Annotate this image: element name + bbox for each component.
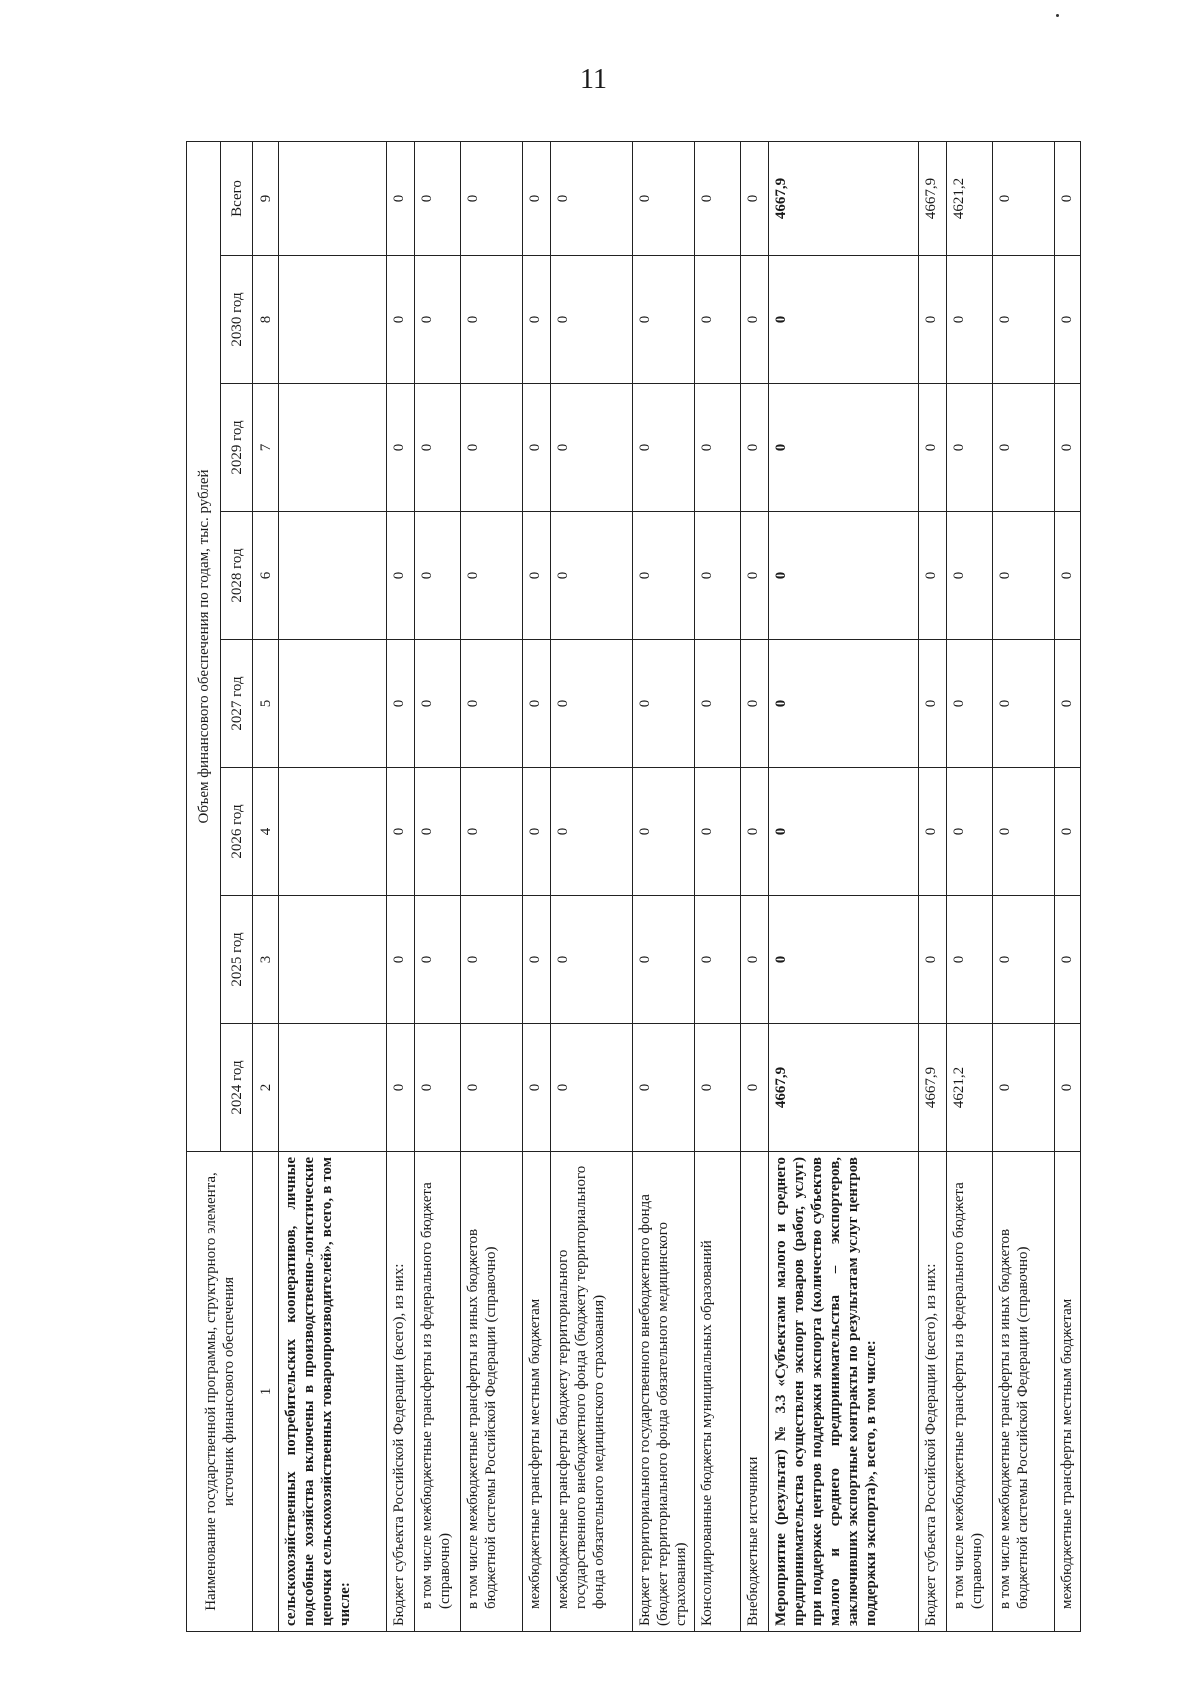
row-value: 0 [769,640,919,768]
row-value: 0 [633,1024,695,1152]
row-value: 0 [551,896,633,1024]
row-value: 0 [461,1024,523,1152]
column-number: 7 [253,384,279,512]
row-value [279,512,387,640]
row-value: 0 [769,256,919,384]
row-value: 0 [769,512,919,640]
row-value: 4667,9 [769,141,919,255]
row-value: 0 [461,896,523,1024]
table-row [279,141,387,1631]
row-value: 0 [769,768,919,896]
row-value: 0 [919,512,947,640]
row-value: 0 [415,141,461,255]
row-value: 0 [387,256,415,384]
row-name: межбюджетные трансферты бюджету территориального государственного внебюджетного фонда (бюджету территориального фонда обязательного медицинского страхования) [551,1152,633,1632]
row-value: 0 [993,768,1055,896]
row-value: 0 [695,256,741,384]
row-value: 0 [523,1024,551,1152]
row-value [279,768,387,896]
row-name: Бюджет субъекта Российской Федерации (всего), из них: [919,1152,947,1632]
row-value: 0 [633,512,695,640]
row-value: 0 [947,512,993,640]
table-row [633,141,695,1631]
row-value: 0 [919,384,947,512]
row-value [279,1024,387,1152]
row-name: Бюджет территориального государственного внебюджетного фонда (бюджет территориального фонда обязательного медицинского страхования) [633,1152,695,1632]
row-value [279,896,387,1024]
row-value: 0 [919,256,947,384]
row-value: 0 [415,1024,461,1152]
table-row [415,141,461,1631]
row-value: 0 [919,896,947,1024]
row-value: 0 [633,640,695,768]
row-value: 0 [523,512,551,640]
row-value: 0 [919,768,947,896]
row-value: 0 [769,384,919,512]
row-name: в том числе межбюджетные трансферты из федерального бюджета (справочно) [415,1152,461,1632]
row-value: 0 [523,896,551,1024]
row-value: 0 [695,512,741,640]
row-value: 4621,2 [947,141,993,255]
row-value: 0 [633,256,695,384]
column-number: 2 [253,1024,279,1152]
table-row [387,141,415,1631]
rotated-table-container [186,142,1075,1632]
row-value: 0 [523,384,551,512]
row-value: 0 [461,256,523,384]
page-number: 11 [580,64,607,95]
row-value: 0 [695,384,741,512]
header-year: 2024 год [221,1024,253,1152]
table-row [461,141,523,1631]
row-value: 4667,9 [769,1024,919,1152]
row-value: 0 [461,640,523,768]
row-value: 0 [387,512,415,640]
row-name: в том числе межбюджетные трансферты из федерального бюджета (справочно) [947,1152,993,1632]
row-value: 0 [947,896,993,1024]
row-value: 0 [993,640,1055,768]
row-value: 0 [523,141,551,255]
row-value: 0 [523,768,551,896]
row-value: 0 [993,1024,1055,1152]
column-number: 1 [253,1152,279,1632]
table-row [769,141,919,1631]
row-value: 0 [387,896,415,1024]
row-value: 0 [993,896,1055,1024]
row-value: 0 [741,768,769,896]
row-value: 0 [1055,512,1081,640]
row-value: 0 [633,768,695,896]
row-value: 0 [461,768,523,896]
row-value: 0 [695,141,741,255]
row-value: 0 [1055,640,1081,768]
row-value: 0 [551,256,633,384]
column-number: 5 [253,640,279,768]
table-row [993,141,1055,1631]
column-number: 4 [253,768,279,896]
row-value: 0 [1055,896,1081,1024]
column-number: 8 [253,256,279,384]
row-value: 0 [415,640,461,768]
row-value: 0 [947,768,993,896]
row-value: 0 [461,384,523,512]
row-value: 0 [633,141,695,255]
row-value: 0 [523,256,551,384]
header-year: 2028 год [221,512,253,640]
header-name: Наименование государственной программы, структурного элемента, источник финансового обеспечения [187,1152,253,1632]
row-name: Мероприятие (результат) № 3.3 «Субъектами малого и среднего предпринимательства осуществлен экспорт товаров (работ, услуг) при поддержке центров поддержки экспорта (количество субъектов малого и среднего предпринимательства – экспортеров, заключивших экспортные контракты по результатам услуг центров поддержки экспорта)», всего, в том числе: [769,1152,919,1632]
row-name: сельскохозяйственных потребительских кооперативов, личные подсобные хозяйства включены в производственно-логистические цепочки сельскохозяйственных товаропроизводителей», всего, в том числе: [279,1152,387,1632]
financing-table [186,141,1081,1632]
row-value: 0 [741,1024,769,1152]
row-value: 0 [947,256,993,384]
row-value: 0 [1055,384,1081,512]
row-value: 0 [993,384,1055,512]
row-value: 0 [523,640,551,768]
row-value: 0 [415,896,461,1024]
row-value: 0 [387,640,415,768]
row-value: 0 [695,768,741,896]
row-value: 0 [993,512,1055,640]
row-value: 0 [387,141,415,255]
table-row [551,141,633,1631]
table-row [741,141,769,1631]
row-name: в том числе межбюджетные трансферты из иных бюджетов бюджетной системы Российской Федерации (справочно) [461,1152,523,1632]
row-value: 0 [633,384,695,512]
table-row [1055,141,1081,1631]
row-value: 0 [993,141,1055,255]
row-value: 0 [741,512,769,640]
row-value: 0 [947,384,993,512]
row-value: 0 [1055,1024,1081,1152]
row-value: 0 [387,1024,415,1152]
table-row [523,141,551,1631]
row-value: 0 [741,141,769,255]
row-value: 0 [551,512,633,640]
row-value [279,384,387,512]
header-year: 2027 год [221,640,253,768]
row-value: 0 [695,1024,741,1152]
row-value: 4667,9 [919,1024,947,1152]
row-name: в том числе межбюджетные трансферты из иных бюджетов бюджетной системы Российской Федерации (справочно) [993,1152,1055,1632]
header-year: 2030 год [221,256,253,384]
row-value: 4667,9 [919,141,947,255]
column-number: 3 [253,896,279,1024]
row-value: 0 [993,256,1055,384]
row-name: Консолидированные бюджеты муниципальных образований [695,1152,741,1632]
row-value: 0 [741,640,769,768]
row-value [279,141,387,255]
row-value: 0 [551,640,633,768]
row-value: 0 [551,1024,633,1152]
row-value: 0 [461,141,523,255]
row-value: 0 [695,640,741,768]
column-number: 9 [253,141,279,255]
header-year: Всего [221,141,253,255]
column-number: 6 [253,512,279,640]
row-value: 0 [695,896,741,1024]
row-value [279,256,387,384]
table-row [919,141,947,1631]
row-value: 4621,2 [947,1024,993,1152]
row-value: 0 [461,512,523,640]
row-value: 0 [947,640,993,768]
row-name: Внебюджетные источники [741,1152,769,1632]
row-name: Бюджет субъекта Российской Федерации (всего), из них: [387,1152,415,1632]
row-value: 0 [1055,768,1081,896]
row-value: 0 [415,768,461,896]
row-value: 0 [387,768,415,896]
table-row [947,141,993,1631]
row-value: 0 [415,384,461,512]
row-value: 0 [1055,256,1081,384]
row-name: межбюджетные трансферты местным бюджетам [523,1152,551,1632]
row-value: 0 [741,896,769,1024]
row-name: межбюджетные трансферты местным бюджетам [1055,1152,1081,1632]
header-year: 2025 год [221,896,253,1024]
row-value: 0 [551,768,633,896]
row-value: 0 [633,896,695,1024]
row-value: 0 [741,256,769,384]
header-year: 2026 год [221,768,253,896]
row-value: 0 [387,384,415,512]
table-row [695,141,741,1631]
row-value: 0 [1055,141,1081,255]
row-value: 0 [415,256,461,384]
scan-speck [1056,14,1059,17]
row-value [279,640,387,768]
row-value: 0 [769,896,919,1024]
row-value: 0 [551,384,633,512]
row-value: 0 [415,512,461,640]
header-year: 2029 год [221,384,253,512]
header-volume: Объем финансового обеспечения по годам, тыс. рублей [187,141,221,1151]
row-value: 0 [741,384,769,512]
row-value: 0 [551,141,633,255]
row-value: 0 [919,640,947,768]
